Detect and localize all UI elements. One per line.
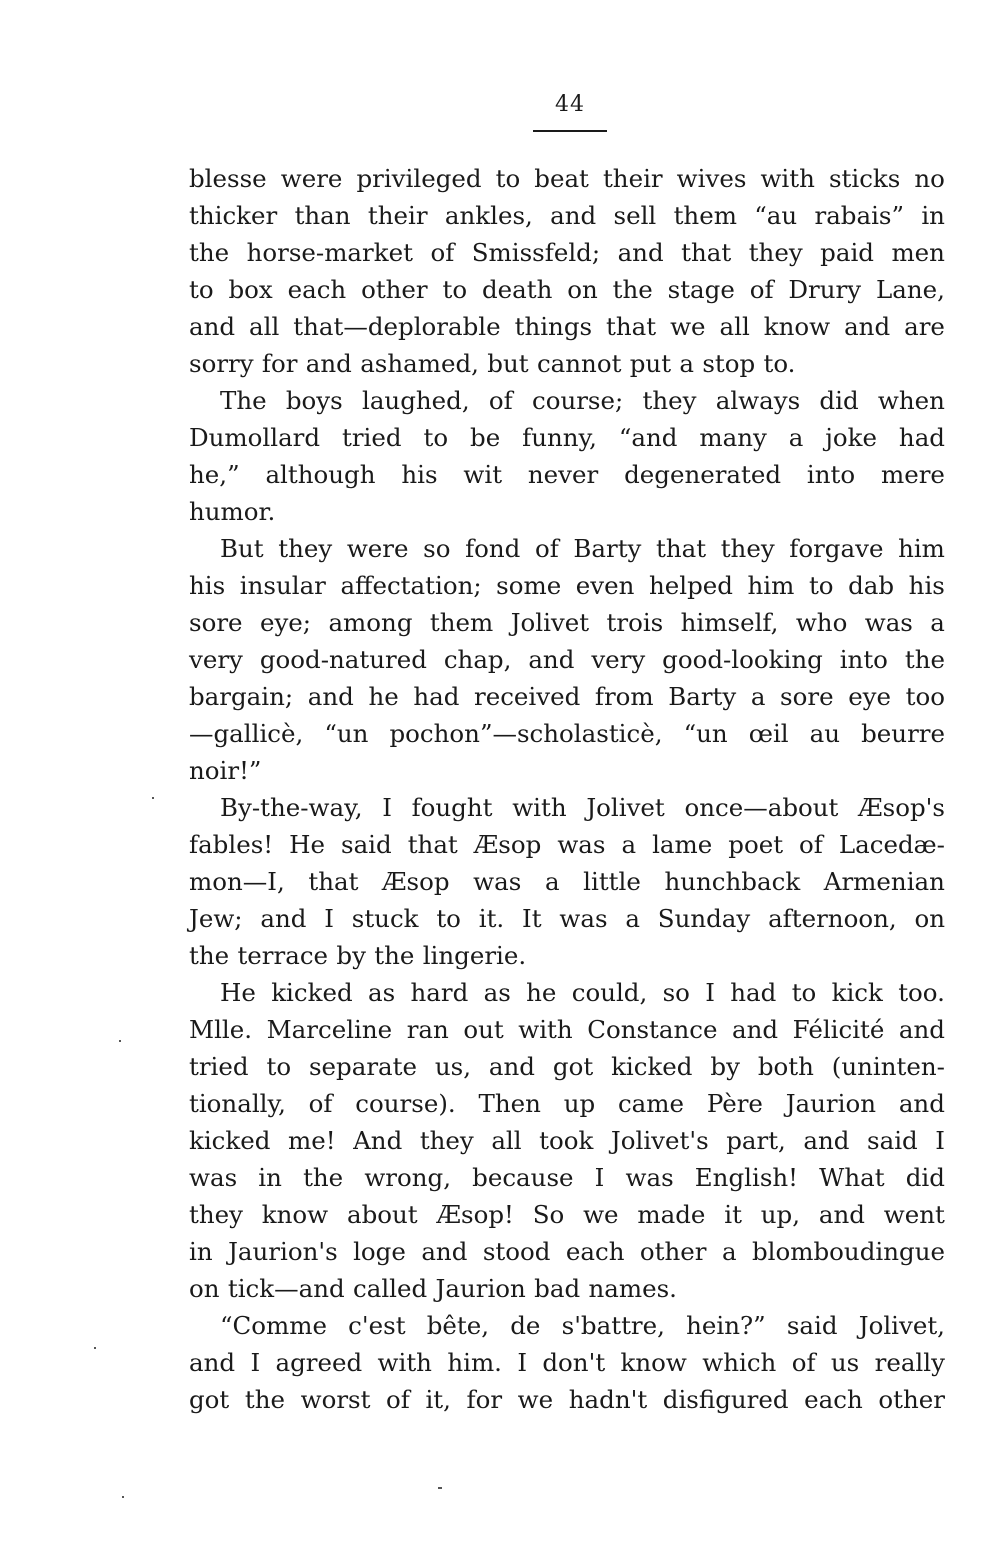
text-line: tried to separate us, and got kicked by both (uninten- — [189, 1052, 945, 1081]
text-line: By-the-way, I fought with Jolivet once—about Æsop's — [220, 793, 945, 822]
text-line: very good-natured chap, and very good-looking into the — [189, 645, 945, 674]
text-line: —gallicè, “un pochon”—scholasticè, “un œil au beurre — [189, 719, 945, 748]
text-line: He kicked as hard as he could, so I had to kick too. — [220, 978, 945, 1007]
text-line: his insular affectation; some even helped him to dab his — [189, 571, 945, 600]
text-line: humor. — [189, 497, 276, 526]
text-line: was in the wrong, because I was English! What did — [189, 1163, 945, 1192]
text-line: to box each other to death on the stage of Drury Lane, — [189, 275, 945, 304]
body-text — [189, 160, 945, 1418]
text-line: “Comme c'est bête, de s'battre, hein?” said Jolivet, — [220, 1311, 945, 1340]
scan-speck — [94, 1347, 96, 1349]
text-line: and I agreed with him. I don't know which of us really — [189, 1348, 945, 1377]
text-line: The boys laughed, of course; they always did when — [220, 386, 945, 415]
text-line: blesse were privileged to beat their wives with sticks no — [189, 164, 945, 193]
text-line: the horse-market of Smissfeld; and that they paid men — [189, 238, 945, 267]
text-line: fables! He said that Æsop was a lame poet of Lacedæ- — [189, 830, 945, 859]
text-line: they know about Æsop! So we made it up, and went — [189, 1200, 945, 1229]
scan-speck — [119, 1040, 121, 1042]
text-line: on tick—and called Jaurion bad names. — [189, 1274, 677, 1303]
text-line: sorry for and ashamed, but cannot put a stop to. — [189, 349, 796, 378]
page-number-rule — [533, 130, 607, 132]
text-line: and all that—deplorable things that we all know and are — [189, 312, 945, 341]
text-line: thicker than their ankles, and sell them “au rabais” in — [189, 201, 945, 230]
page-number: 44 — [555, 92, 585, 117]
text-line: Jew; and I stuck to it. It was a Sunday afternoon, on — [189, 904, 945, 933]
text-line: Mlle. Marceline ran out with Constance and Félicité and — [189, 1015, 945, 1044]
text-line: tionally, of course). Then up came Père Jaurion and — [189, 1089, 945, 1118]
text-line: But they were so fond of Barty that they forgave him — [220, 534, 945, 563]
text-line: Dumollard tried to be funny, “and many a joke had — [189, 423, 945, 452]
text-line: got the worst of it, for we hadn't disfigured each other — [189, 1385, 945, 1414]
scan-speck — [152, 797, 154, 799]
text-line: noir!” — [189, 756, 262, 785]
scan-speck — [122, 1496, 124, 1498]
text-line: bargain; and he had received from Barty a sore eye too — [189, 682, 945, 711]
text-line: mon—I, that Æsop was a little hunchback Armenian — [189, 867, 945, 896]
text-line: in Jaurion's loge and stood each other a blomboudingue — [189, 1237, 945, 1266]
text-line: kicked me! And they all took Jolivet's part, and said I — [189, 1126, 945, 1155]
text-line: sore eye; among them Jolivet trois himself, who was a — [189, 608, 945, 637]
text-line: he,” although his wit never degenerated into mere — [189, 460, 945, 489]
text-line: the terrace by the lingerie. — [189, 941, 527, 970]
scan-speck — [438, 1487, 442, 1489]
